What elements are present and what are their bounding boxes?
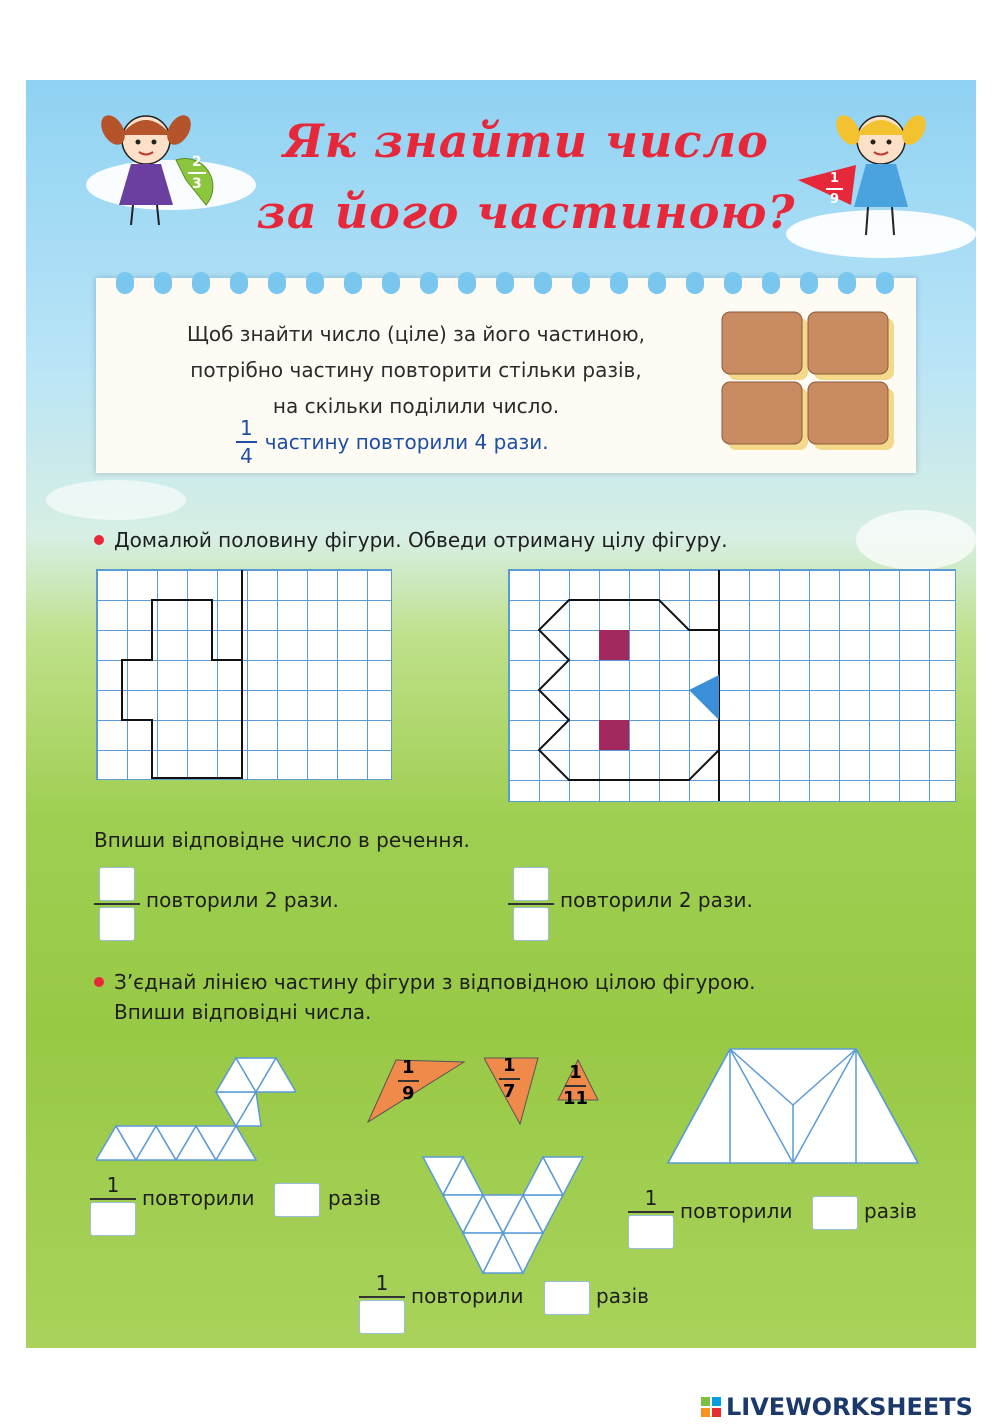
piece-fraction-1: $\frac{1}{9}$ xyxy=(398,1059,419,1103)
liveworksheets-logo: LIVEWORKSHEETS xyxy=(700,1393,973,1421)
task1-answer-right-text: повторили 2 рази. xyxy=(560,888,753,912)
task2-answer-3-text: повторили xyxy=(411,1284,524,1308)
piece-fraction-2: $\frac{1}{7}$ xyxy=(499,1057,520,1101)
rule-text: Щоб знайти число (ціле) за його частиною, потрібно частину повторити стільки разів, на скільки поділили число. xyxy=(187,322,645,418)
bullet-dot-icon xyxy=(94,535,104,545)
task2-answer-3-suffix: разів xyxy=(596,1284,649,1308)
task1-grid-right[interactable] xyxy=(508,569,956,802)
task1-answer-left-text: повторили 2 рази. xyxy=(146,888,339,912)
task1-instruction: Домалюй половину фігури. Обведи отриману цілу фігуру. xyxy=(94,525,728,555)
cloud xyxy=(46,480,186,520)
liveworksheets-logo-icon xyxy=(700,1396,722,1418)
numerator-input-box[interactable] xyxy=(99,867,135,901)
rule-note xyxy=(96,278,916,473)
shape-snake xyxy=(96,1040,296,1165)
denominator-input-box[interactable] xyxy=(359,1300,405,1334)
cookie-quarters-illustration xyxy=(716,306,896,456)
task2-answer-3-fraction: 1 xyxy=(359,1272,405,1334)
denominator-input-box[interactable] xyxy=(99,907,135,941)
times-input-box[interactable] xyxy=(544,1281,590,1315)
task1-answer-right xyxy=(508,867,554,941)
piece-fraction-3: $\frac{1}{11}$ xyxy=(563,1062,589,1109)
rule-fraction-line: $\frac{1}{4}$ частину повторили 4 рази. xyxy=(236,418,549,466)
cloud xyxy=(856,510,976,570)
numerator-input-box[interactable] xyxy=(513,867,549,901)
page-title-line2: за його частиною? xyxy=(256,185,796,239)
task2-instruction: З’єднай лінією частину фігури з відповідною цілою фігурою. Впиши відповідні числа. xyxy=(94,967,756,1027)
times-input-box[interactable] xyxy=(812,1196,858,1230)
task1-subinstruction: Впиши відповідне число в речення. xyxy=(94,828,470,852)
bullet-dot-icon xyxy=(94,977,104,987)
times-input-box[interactable] xyxy=(274,1183,320,1217)
shape-v xyxy=(421,1155,591,1277)
girl-right-fraction: $\frac{1}{9}$ xyxy=(826,172,843,206)
denominator-input-box[interactable] xyxy=(90,1202,136,1236)
task2-answer-1-text: повторили xyxy=(142,1186,255,1210)
task2-answer-2-fraction: 1 xyxy=(628,1187,674,1249)
task2-answer-2-suffix: разів xyxy=(864,1199,917,1223)
task1-answer-left xyxy=(94,867,140,941)
task2-answer-1-fraction: 1 xyxy=(90,1174,136,1236)
task2-answer-1-suffix: разів xyxy=(328,1186,381,1210)
rule-fraction: $\frac{1}{4}$ xyxy=(236,418,257,466)
denominator-input-box[interactable] xyxy=(628,1215,674,1249)
shape-trapezoid xyxy=(666,1045,922,1167)
denominator-input-box[interactable] xyxy=(513,907,549,941)
worksheet-page xyxy=(26,80,976,1348)
task2-answer-2-text: повторили xyxy=(680,1199,793,1223)
page-title-line1: Як знайти число xyxy=(283,114,769,168)
girl-left-fraction: $\frac{2}{3}$ xyxy=(188,155,206,191)
task1-grid-left[interactable] xyxy=(96,569,392,780)
